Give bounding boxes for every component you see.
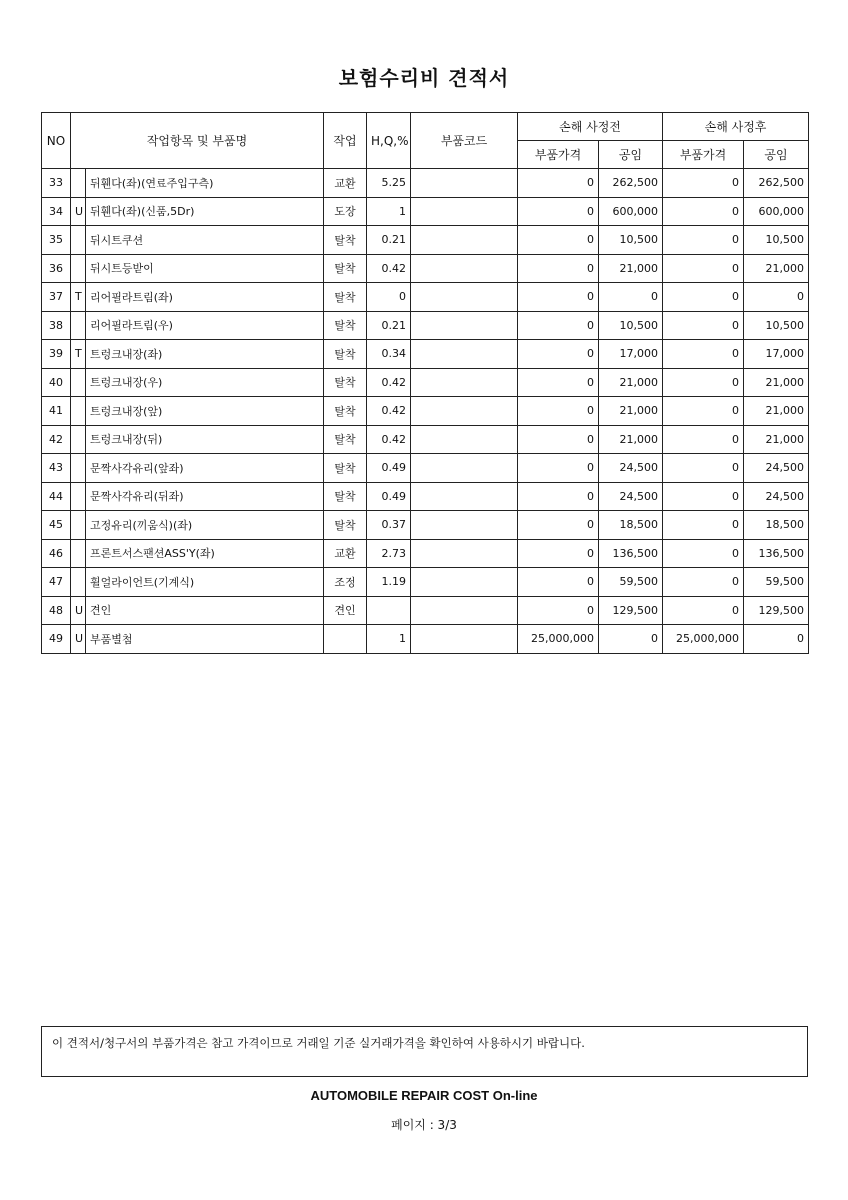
estimate-table	[41, 112, 809, 654]
row-before-parts-price: 0	[518, 397, 599, 426]
row-item-name: 뒤시트등받이	[86, 254, 324, 283]
table-row	[42, 568, 809, 597]
row-before-parts-price: 0	[518, 197, 599, 226]
row-before-labor: 21,000	[599, 368, 663, 397]
row-after-labor: 17,000	[744, 340, 809, 369]
row-part-code	[411, 454, 518, 483]
row-item-name: 뒤시트쿠션	[86, 226, 324, 255]
row-item-name: 트렁크내장(앞)	[86, 397, 324, 426]
row-hq: 0	[367, 283, 411, 312]
row-code	[71, 539, 86, 568]
table-row	[42, 226, 809, 255]
row-item-name: 문짝사각유리(뒤좌)	[86, 482, 324, 511]
header-after-assessment: 손해 사정후	[663, 113, 809, 141]
table-row	[42, 283, 809, 312]
row-before-labor: 21,000	[599, 425, 663, 454]
row-part-code	[411, 482, 518, 511]
header-part-code: 부품코드	[411, 113, 518, 169]
row-before-labor: 0	[599, 625, 663, 654]
row-after-labor: 10,500	[744, 311, 809, 340]
row-after-labor: 24,500	[744, 454, 809, 483]
header-before-parts-price: 부품가격	[518, 141, 599, 169]
row-before-parts-price: 25,000,000	[518, 625, 599, 654]
table-row	[42, 625, 809, 654]
row-after-parts-price: 0	[663, 482, 744, 511]
row-job: 도장	[324, 197, 367, 226]
header-after-parts-price: 부품가격	[663, 141, 744, 169]
row-hq: 0.49	[367, 454, 411, 483]
row-item-name: 트렁크내장(뒤)	[86, 425, 324, 454]
row-before-labor: 129,500	[599, 596, 663, 625]
row-no: 36	[42, 254, 71, 283]
footer-brand: AUTOMOBILE REPAIR COST On-line	[310, 1088, 538, 1103]
row-hq: 0.21	[367, 311, 411, 340]
document-title: 보험수리비 견적서	[338, 66, 510, 90]
row-code	[71, 568, 86, 597]
row-after-labor: 129,500	[744, 596, 809, 625]
row-no: 40	[42, 368, 71, 397]
row-before-labor: 600,000	[599, 197, 663, 226]
row-after-parts-price: 0	[663, 226, 744, 255]
row-after-parts-price: 0	[663, 169, 744, 198]
row-part-code	[411, 539, 518, 568]
row-no: 48	[42, 596, 71, 625]
row-hq: 0.34	[367, 340, 411, 369]
row-hq: 0.42	[367, 254, 411, 283]
row-before-labor: 21,000	[599, 254, 663, 283]
header-hq: H,Q,%	[367, 113, 411, 169]
row-code: U	[71, 596, 86, 625]
table-row	[42, 511, 809, 540]
row-hq: 1	[367, 197, 411, 226]
row-code	[71, 425, 86, 454]
row-before-parts-price: 0	[518, 169, 599, 198]
row-part-code	[411, 368, 518, 397]
row-before-parts-price: 0	[518, 596, 599, 625]
row-before-parts-price: 0	[518, 226, 599, 255]
row-hq: 0.21	[367, 226, 411, 255]
row-hq: 0.37	[367, 511, 411, 540]
row-before-labor: 24,500	[599, 454, 663, 483]
row-code: U	[71, 625, 86, 654]
row-item-name: 트렁크내장(우)	[86, 368, 324, 397]
row-no: 43	[42, 454, 71, 483]
notice-text: 이 견적서/청구서의 부품가격은 참고 가격이므로 거래일 기준 실거래가격을 확인하여 사용하시기 바랍니다.	[52, 1036, 585, 1050]
row-before-labor: 24,500	[599, 482, 663, 511]
page-indicator: 페이지 : 3/3	[391, 1118, 457, 1132]
row-item-name: 휠얼라이언트(기계식)	[86, 568, 324, 597]
notice-box	[41, 1026, 808, 1077]
header-no: NO	[42, 113, 71, 169]
row-after-parts-price: 0	[663, 311, 744, 340]
row-code	[71, 397, 86, 426]
row-after-parts-price: 0	[663, 568, 744, 597]
table-row	[42, 596, 809, 625]
row-job: 조정	[324, 568, 367, 597]
table-row	[42, 368, 809, 397]
row-after-labor: 21,000	[744, 368, 809, 397]
table-body	[42, 169, 809, 654]
row-after-parts-price: 0	[663, 254, 744, 283]
row-after-labor: 21,000	[744, 397, 809, 426]
row-before-parts-price: 0	[518, 283, 599, 312]
row-code: U	[71, 197, 86, 226]
row-after-labor: 59,500	[744, 568, 809, 597]
row-before-labor: 10,500	[599, 226, 663, 255]
row-before-parts-price: 0	[518, 568, 599, 597]
row-item-name: 부품별첨	[86, 625, 324, 654]
row-hq	[367, 596, 411, 625]
row-job	[324, 625, 367, 654]
row-after-parts-price: 0	[663, 511, 744, 540]
row-job: 탈착	[324, 340, 367, 369]
row-job: 탈착	[324, 254, 367, 283]
row-part-code	[411, 568, 518, 597]
row-before-labor: 17,000	[599, 340, 663, 369]
row-after-labor: 21,000	[744, 425, 809, 454]
table-row	[42, 482, 809, 511]
row-after-parts-price: 0	[663, 368, 744, 397]
row-job: 탈착	[324, 511, 367, 540]
row-after-parts-price: 0	[663, 340, 744, 369]
row-no: 42	[42, 425, 71, 454]
row-after-labor: 136,500	[744, 539, 809, 568]
row-after-parts-price: 0	[663, 454, 744, 483]
row-before-parts-price: 0	[518, 254, 599, 283]
row-part-code	[411, 254, 518, 283]
row-before-labor: 136,500	[599, 539, 663, 568]
table-row	[42, 340, 809, 369]
row-job: 탈착	[324, 482, 367, 511]
row-before-labor: 59,500	[599, 568, 663, 597]
row-part-code	[411, 425, 518, 454]
row-item-name: 견인	[86, 596, 324, 625]
row-part-code	[411, 340, 518, 369]
row-code	[71, 368, 86, 397]
header-after-labor: 공임	[744, 141, 809, 169]
row-part-code	[411, 283, 518, 312]
row-before-labor: 21,000	[599, 397, 663, 426]
row-after-parts-price: 0	[663, 539, 744, 568]
row-item-name: 트렁크내장(좌)	[86, 340, 324, 369]
row-part-code	[411, 397, 518, 426]
row-no: 33	[42, 169, 71, 198]
row-after-labor: 0	[744, 625, 809, 654]
row-no: 45	[42, 511, 71, 540]
row-no: 39	[42, 340, 71, 369]
row-no: 35	[42, 226, 71, 255]
row-after-labor: 21,000	[744, 254, 809, 283]
row-before-parts-price: 0	[518, 311, 599, 340]
table-row	[42, 254, 809, 283]
row-code	[71, 511, 86, 540]
row-after-parts-price: 0	[663, 425, 744, 454]
row-after-parts-price: 0	[663, 283, 744, 312]
row-item-name: 리어필라트림(좌)	[86, 283, 324, 312]
row-after-parts-price: 25,000,000	[663, 625, 744, 654]
table-row	[42, 539, 809, 568]
row-hq: 0.42	[367, 397, 411, 426]
header-before-labor: 공임	[599, 141, 663, 169]
row-job: 탈착	[324, 397, 367, 426]
row-part-code	[411, 197, 518, 226]
row-item-name: 뒤휀다(좌)(연료주입구측)	[86, 169, 324, 198]
header-item-name: 작업항목 및 부품명	[71, 113, 324, 169]
row-item-name: 문짝사각유리(앞좌)	[86, 454, 324, 483]
row-no: 47	[42, 568, 71, 597]
row-before-parts-price: 0	[518, 425, 599, 454]
row-hq: 1.19	[367, 568, 411, 597]
row-part-code	[411, 226, 518, 255]
row-before-parts-price: 0	[518, 454, 599, 483]
row-before-parts-price: 0	[518, 340, 599, 369]
table-row	[42, 397, 809, 426]
row-hq: 5.25	[367, 169, 411, 198]
row-before-labor: 262,500	[599, 169, 663, 198]
row-part-code	[411, 596, 518, 625]
table-row	[42, 425, 809, 454]
row-part-code	[411, 311, 518, 340]
header-before-assessment: 손해 사정전	[518, 113, 663, 141]
header-job: 작업	[324, 113, 367, 169]
table-row	[42, 169, 809, 198]
row-code	[71, 311, 86, 340]
row-part-code	[411, 511, 518, 540]
row-part-code	[411, 169, 518, 198]
row-no: 44	[42, 482, 71, 511]
row-code	[71, 226, 86, 255]
row-code: T	[71, 283, 86, 312]
row-after-labor: 18,500	[744, 511, 809, 540]
row-code	[71, 454, 86, 483]
row-after-labor: 600,000	[744, 197, 809, 226]
row-item-name: 뒤휀다(좌)(신품,5Dr)	[86, 197, 324, 226]
row-code	[71, 169, 86, 198]
row-after-labor: 24,500	[744, 482, 809, 511]
row-no: 46	[42, 539, 71, 568]
row-before-parts-price: 0	[518, 511, 599, 540]
row-no: 41	[42, 397, 71, 426]
row-hq: 0.49	[367, 482, 411, 511]
row-job: 탈착	[324, 425, 367, 454]
row-code	[71, 254, 86, 283]
table-row	[42, 311, 809, 340]
row-item-name: 리어필라트림(우)	[86, 311, 324, 340]
row-no: 49	[42, 625, 71, 654]
row-job: 탈착	[324, 283, 367, 312]
row-after-parts-price: 0	[663, 596, 744, 625]
row-hq: 1	[367, 625, 411, 654]
row-no: 34	[42, 197, 71, 226]
row-before-parts-price: 0	[518, 539, 599, 568]
row-after-labor: 10,500	[744, 226, 809, 255]
row-after-parts-price: 0	[663, 197, 744, 226]
row-before-labor: 18,500	[599, 511, 663, 540]
table-row	[42, 197, 809, 226]
row-hq: 0.42	[367, 425, 411, 454]
row-no: 37	[42, 283, 71, 312]
table-row	[42, 454, 809, 483]
row-job: 견인	[324, 596, 367, 625]
row-hq: 2.73	[367, 539, 411, 568]
row-item-name: 프론트서스팬션ASS'Y(좌)	[86, 539, 324, 568]
row-job: 탈착	[324, 368, 367, 397]
row-before-labor: 10,500	[599, 311, 663, 340]
row-before-labor: 0	[599, 283, 663, 312]
row-job: 교환	[324, 539, 367, 568]
row-before-parts-price: 0	[518, 368, 599, 397]
row-after-labor: 0	[744, 283, 809, 312]
row-job: 탈착	[324, 311, 367, 340]
row-code: T	[71, 340, 86, 369]
row-job: 탈착	[324, 454, 367, 483]
row-code	[71, 482, 86, 511]
row-after-parts-price: 0	[663, 397, 744, 426]
row-item-name: 고정유리(끼움식)(좌)	[86, 511, 324, 540]
row-hq: 0.42	[367, 368, 411, 397]
row-part-code	[411, 625, 518, 654]
row-before-parts-price: 0	[518, 482, 599, 511]
row-job: 탈착	[324, 226, 367, 255]
row-job: 교환	[324, 169, 367, 198]
row-after-labor: 262,500	[744, 169, 809, 198]
row-no: 38	[42, 311, 71, 340]
